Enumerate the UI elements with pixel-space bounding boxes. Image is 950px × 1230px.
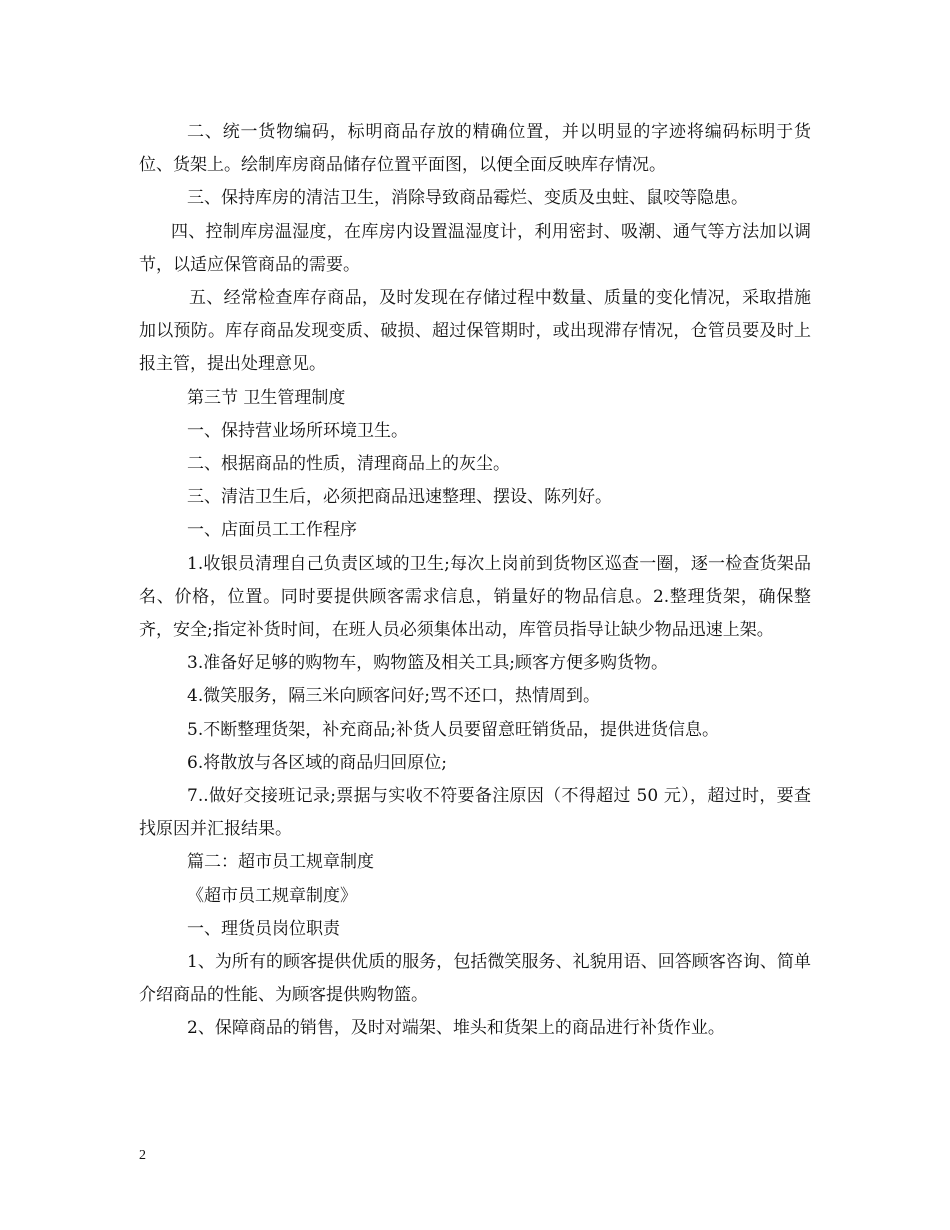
paragraph-6: 一、保持营业场所环境卫生。 <box>187 420 408 441</box>
page-number: 2 <box>139 1148 146 1163</box>
subsection-heading: 一、店面员工工作程序 <box>187 520 357 541</box>
paragraph-20: 2、保障商品的销售，及时对端架、堆头和货架上的商品进行补货作业。 <box>187 1018 725 1039</box>
paragraph-1: 二、统一货物编码，标明商品存放的精确位置，并以明显的字迹将编码标明于货位、货架上。绘制库房商品储存位置平面图，以便全面反映库存情况。 <box>139 122 811 176</box>
document-title: 《超市员工规章制度》 <box>187 885 357 906</box>
document-body <box>139 116 811 1046</box>
paragraph-13: 5.不断整理货架，补充商品;补货人员要留意旺销货品，提供进货信息。 <box>187 719 719 740</box>
role-heading: 一、理货员岗位职责 <box>187 918 340 939</box>
paragraph-2: 三、保持库房的清洁卫生，消除导致商品霉烂、变质及虫蛀、鼠咬等隐患。 <box>187 188 748 209</box>
paragraph-7: 二、根据商品的性质，清理商品上的灰尘。 <box>187 454 510 475</box>
section-heading: 第三节 卫生管理制度 <box>187 387 346 408</box>
paragraph-12: 4.微笑服务，隔三米向顾客问好;骂不还口，热情周到。 <box>187 686 600 707</box>
chapter-heading: 篇二：超市员工规章制度 <box>187 852 374 873</box>
paragraph-14: 6.将散放与各区域的商品归回原位; <box>187 752 447 773</box>
paragraph-4: 五、经常检查库存商品，及时发现在存储过程中数量、质量的变化情况，采取措施加以预防。库存商品发现变质、破损、超过保管期时，或出现滞存情况，仓管员要及时上报主管，提出处理意见。 <box>139 288 811 375</box>
paragraph-19: 1、为所有的顾客提供优质的服务，包括微笑服务、礼貌用语、回答顾客咨询、简单介绍商品的性能、为顾客提供购物篮。 <box>139 952 811 1006</box>
paragraph-15: 7..做好交接班记录;票据与实收不符要备注原因（不得超过 50 元），超过时，要查找原因并汇报结果。 <box>139 786 811 840</box>
paragraph-3: 四、控制库房温湿度，在库房内设置温湿度计，利用密封、吸潮、通气等方法加以调节，以适应保管商品的需要。 <box>139 221 811 275</box>
paragraph-11: 3.准备好足够的购物车，购物篮及相关工具;顾客方便多购货物。 <box>187 653 668 674</box>
paragraph-8: 三、清洁卫生后，必须把商品迅速整理、摆设、陈列好。 <box>187 487 612 508</box>
paragraph-10: 1.收银员清理自己负责区域的卫生;每次上岗前到货物区巡查一圈，逐一检查货架品名、价格，位置。同时要提供顾客需求信息，销量好的物品信息。2.整理货架，确保整齐，安全;指定补货时间，在班人员必须集体出动，库管员指导让缺少物品迅速上架。 <box>139 553 811 641</box>
